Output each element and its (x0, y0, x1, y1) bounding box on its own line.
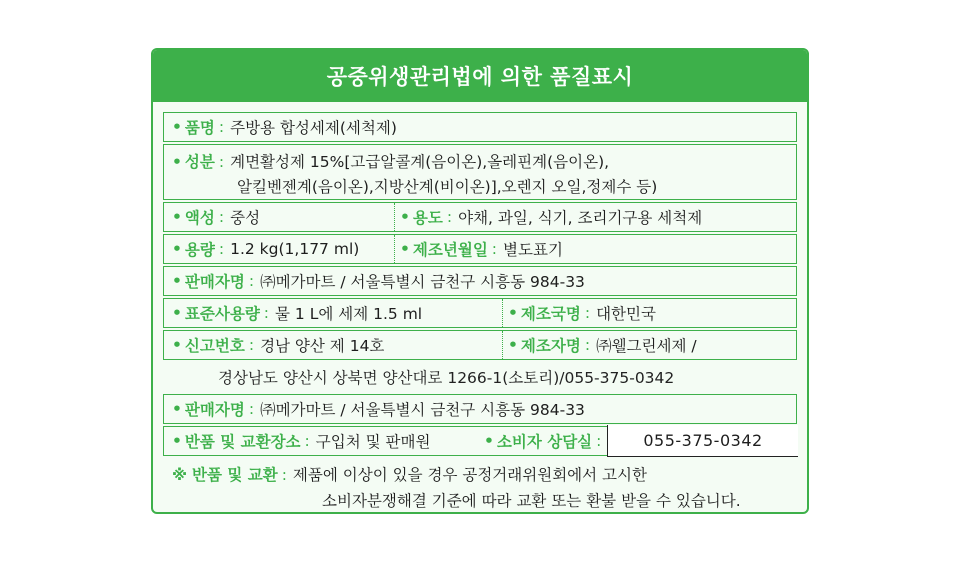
bullet-mark: • (172, 304, 182, 322)
standard-usage-key: 표준사용량 (184, 305, 260, 323)
colon: : (218, 118, 225, 136)
consumer-center-field (484, 427, 607, 455)
colon: : (248, 336, 255, 354)
seller-key: 판매자명 (184, 273, 245, 291)
manufacture-date-key: 제조년월일 (412, 241, 488, 259)
return-place-value: 구입처 및 판매원 (315, 433, 431, 451)
column-divider (502, 299, 503, 327)
report-number-field (172, 331, 384, 359)
consumer-center-phone: 055-375-0342 (607, 425, 798, 457)
seller-field (172, 267, 585, 295)
manufacturer-field (508, 331, 697, 359)
consumer-center-key: 소비자 상담실 (496, 433, 593, 451)
report-number-value: 경남 양산 제 14호 (260, 337, 385, 355)
colon: : (218, 208, 225, 226)
manufacturer-address: 경상남도 양산시 상북면 양산대로 1266-1(소토리)/055-375-0342 (218, 369, 675, 387)
ingredients-key: 성분 (184, 153, 215, 171)
notice-key: 반품 및 교환 (192, 466, 278, 484)
notice-line2: 소비자분쟁해결 기준에 따라 교환 또는 환불 받을 수 있습니다. (322, 492, 741, 510)
row-product-name (163, 112, 797, 142)
bullet-mark: • (172, 336, 182, 354)
bullet-mark: • (172, 153, 182, 171)
manufacturer-key: 제조자명 (520, 337, 581, 355)
bullet-mark: • (172, 272, 182, 290)
ingredients-line2: 알킬벤젠계(음이온),지방산계(비이온)],오렌지 오일,정제수 등) (237, 178, 658, 196)
standard-usage-value: 물 1 L에 세제 1.5 ml (275, 305, 423, 323)
bullet-mark: • (172, 118, 182, 136)
usage-field (400, 203, 702, 231)
colon: : (446, 208, 453, 226)
bullet-mark: • (172, 400, 182, 418)
ingredients-field (172, 150, 609, 172)
seller-field (172, 395, 585, 423)
notice-mark: ※ (172, 466, 188, 484)
bullet-mark: • (508, 304, 518, 322)
bullet-mark: • (400, 240, 410, 258)
manufacture-date-field (400, 235, 563, 263)
bullet-mark: • (172, 240, 182, 258)
row-seller-2 (163, 394, 797, 424)
liquid-type-value: 중성 (230, 209, 261, 227)
product-name-key: 품명 (184, 119, 215, 137)
bullet-mark: • (400, 208, 410, 226)
capacity-value: 1.2 kg(1,177 ml) (230, 240, 360, 258)
return-place-key: 반품 및 교환장소 (184, 433, 301, 451)
row-liquid-usage (163, 202, 797, 232)
country-key: 제조국명 (520, 305, 581, 323)
column-divider (394, 235, 395, 263)
bullet-mark: • (172, 432, 182, 450)
liquid-type-field (172, 203, 260, 231)
colon: : (218, 153, 225, 171)
row-manufacturer-address (163, 362, 797, 392)
capacity-field (172, 235, 359, 263)
ingredients-line1: 계면활성제 15%[고급알콜계(음이온),올레핀계(음이온), (230, 153, 610, 171)
product-name-field (172, 113, 397, 141)
return-place-field (172, 427, 430, 455)
colon: : (596, 432, 602, 450)
product-name-value: 주방용 합성세제(세척제) (230, 119, 397, 137)
usage-value: 야채, 과일, 식기, 조리기구용 세척제 (458, 209, 703, 227)
seller-key: 판매자명 (184, 401, 245, 419)
row-ingredients (163, 144, 797, 200)
bullet-mark: • (484, 432, 494, 450)
label-title: 공중위생관리법에 의한 품질표시 (153, 50, 807, 102)
bullet-mark: • (508, 336, 518, 354)
capacity-key: 용량 (184, 241, 215, 259)
row-seller-1 (163, 266, 797, 296)
column-divider (394, 203, 395, 231)
colon: : (584, 304, 591, 322)
colon: : (263, 304, 270, 322)
seller-value: ㈜메가마트 / 서울특별시 금천구 시흥동 984-33 (260, 273, 585, 291)
seller-value: ㈜메가마트 / 서울특별시 금천구 시흥동 984-33 (260, 401, 585, 419)
manufacture-date-value: 별도표기 (503, 241, 563, 259)
return-exchange-notice (163, 458, 797, 514)
colon: : (218, 240, 225, 258)
quality-label-card (151, 48, 809, 514)
row-report-manufacturer (163, 330, 797, 360)
row-capacity-date (163, 234, 797, 264)
colon: : (584, 336, 591, 354)
liquid-type-key: 액성 (184, 209, 215, 227)
column-divider (502, 331, 503, 359)
country-value: 대한민국 (596, 305, 656, 323)
colon: : (248, 272, 255, 290)
row-return-consumer (163, 426, 797, 456)
colon: : (248, 400, 255, 418)
row-standard-country (163, 298, 797, 328)
report-number-key: 신고번호 (184, 337, 245, 355)
notice-line1: 제품에 이상이 있을 경우 공정거래위원회에서 고시한 (292, 466, 647, 484)
country-field (508, 299, 656, 327)
notice-line1-wrap (172, 463, 647, 485)
colon: : (304, 432, 310, 450)
standard-usage-field (172, 299, 422, 327)
colon: : (281, 466, 287, 484)
colon: : (491, 240, 498, 258)
bullet-mark: • (172, 208, 182, 226)
usage-key: 용도 (412, 209, 443, 227)
manufacturer-value: ㈜웰그린세제 / (596, 337, 697, 355)
